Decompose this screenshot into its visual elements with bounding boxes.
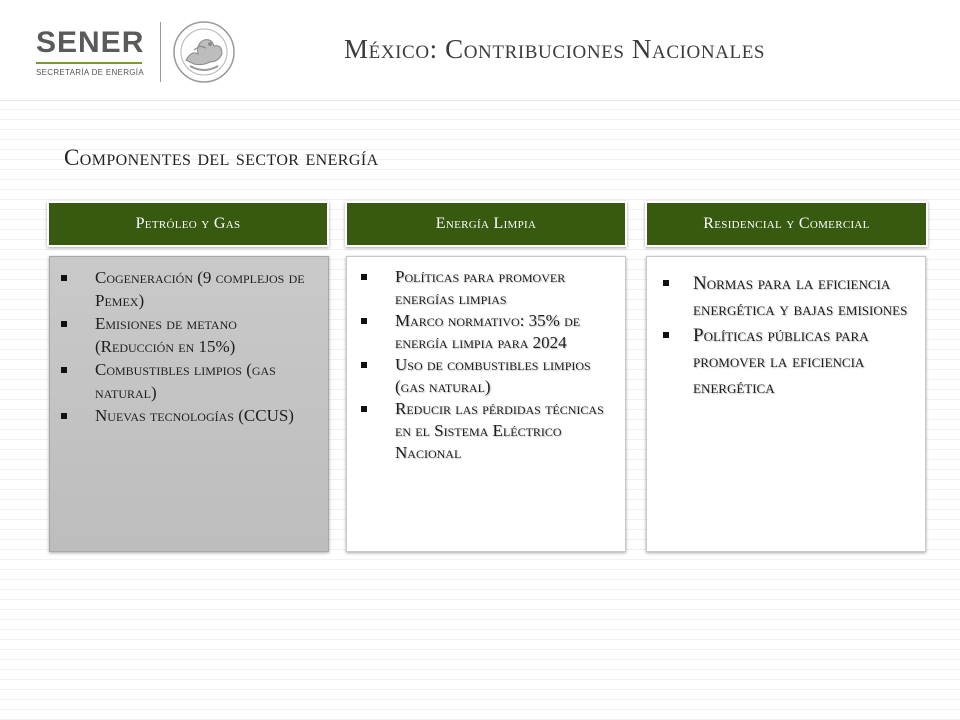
page-header — [0, 0, 960, 101]
list-item — [395, 398, 617, 464]
bullet-square-icon — [61, 275, 67, 281]
bullet-square-icon — [361, 318, 367, 324]
list-item-text: Políticas públicas para promover la eficiencia energética — [693, 325, 869, 398]
column-header-energia-limpia: Energía Limpia — [345, 201, 627, 247]
list-item-text: Emisiones de metano (Reducción en 15%) — [95, 314, 237, 356]
petroleo-gas-list — [50, 257, 328, 427]
section-subtitle: Componentes del sector energía — [64, 145, 379, 170]
header-divider — [160, 22, 161, 82]
list-item-text: Cogeneración (9 complejos de Pemex) — [95, 268, 305, 310]
list-item — [693, 271, 915, 323]
bullet-square-icon — [61, 367, 67, 373]
list-item-text: Uso de combustibles limpios (gas natural) — [395, 355, 591, 396]
list-item — [95, 358, 318, 404]
sener-logo-subtitle: SECRETARÍA DE ENERGÍA — [36, 68, 144, 77]
sener-logo — [36, 26, 146, 82]
national-seal-icon — [172, 20, 236, 84]
residencial-comercial-list — [647, 257, 925, 401]
bullet-square-icon — [663, 280, 669, 286]
list-item-text: Marco normativo: 35% de energía limpia para 2024 — [395, 311, 581, 352]
bullet-square-icon — [61, 321, 67, 327]
energia-limpia-list — [347, 257, 625, 464]
list-item — [395, 310, 617, 354]
petroleo-gas-list-box — [49, 256, 329, 552]
bullet-square-icon — [61, 413, 67, 419]
list-item-text: Políticas para promover energías limpias — [395, 267, 566, 308]
column-header-petroleo-gas: Petróleo y Gas — [47, 201, 329, 247]
bullet-square-icon — [361, 406, 367, 412]
residencial-comercial-list-box — [646, 256, 926, 552]
list-item — [95, 266, 318, 312]
logo-accent-line — [36, 62, 142, 64]
bullet-square-icon — [361, 274, 367, 280]
bullet-square-icon — [361, 362, 367, 368]
list-item — [395, 266, 617, 310]
list-item-text: Combustibles limpios (gas natural) — [95, 360, 276, 402]
list-item — [95, 404, 318, 427]
energia-limpia-list-box — [346, 256, 626, 552]
sener-logo-text: SENER — [36, 26, 145, 59]
list-item-text: Reducir las pérdidas técnicas en el Sistema Eléctrico Nacional — [395, 399, 604, 462]
bullet-square-icon — [663, 332, 669, 338]
list-item-text: Normas para la eficiencia energética y bajas emisiones — [693, 273, 908, 320]
page-title: México: Contribuciones Nacionales — [344, 34, 766, 64]
column-header-residencial-comercial: Residencial y Comercial — [645, 201, 928, 247]
list-item — [395, 354, 617, 398]
list-item — [693, 323, 915, 401]
list-item — [95, 312, 318, 358]
list-item-text: Nuevas tecnologías (CCUS) — [95, 406, 294, 425]
